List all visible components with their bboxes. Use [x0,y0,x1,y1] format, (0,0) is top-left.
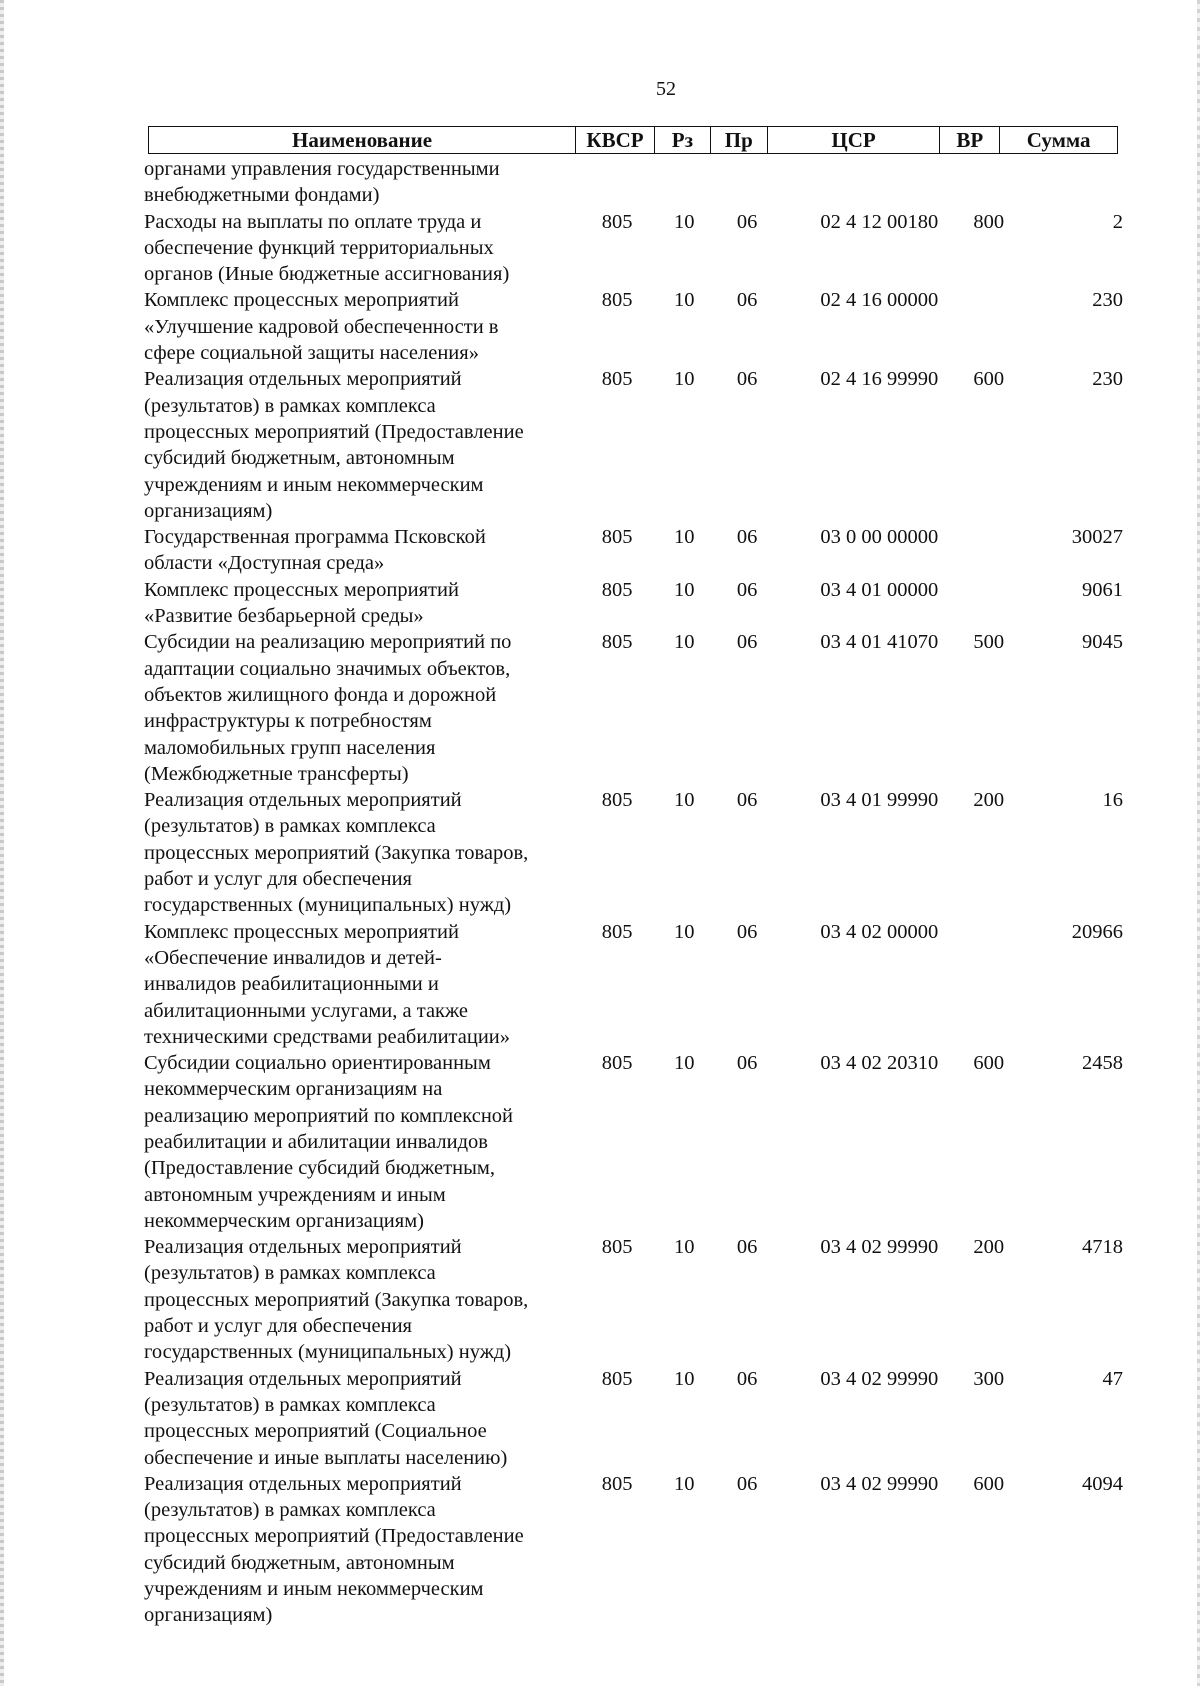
cell-sum: 4094 [1082,1472,1123,1495]
cell-vr: 500 [973,631,1005,654]
cell-name: Комплекс процессных мероприятий «Развитие безбарьерной среды» [144,578,459,628]
cell-rz: 10 [673,210,695,233]
cell-csr: 02 4 16 99990 [820,368,939,391]
cell-name: Государственная программа Псковской области «Доступная среда» [144,526,486,575]
cell-csr: 03 0 00 00000 [820,526,939,549]
cell-rz: 10 [673,631,695,654]
cell-vr: 200 [973,789,1005,812]
table-row [143,1366,1123,1471]
cell-sum: 2458 [1082,1052,1123,1075]
table-row [143,919,1123,1050]
table-row [143,577,1123,630]
cell-pr: 06 [736,1472,758,1495]
cell-rz: 10 [673,920,695,943]
table-row [143,1471,1123,1629]
cell-name: Реализация отдельных мероприятий (результатов) в рамках комплекса процессных мероприятий (Закупка товаров, работ и услуг для обеспечения государственных (муниципальных) нужд) [144,789,529,917]
header-pr: Пр [711,127,768,153]
cell-name: Реализация отдельных мероприятий (результатов) в рамках комплекса процессных мероприятий (Предоставление субсидий бюджетным, автономным учреждениям и иным некоммерческим организациям) [144,1472,524,1627]
cell-pr: 06 [736,368,758,391]
header-vr: ВР [940,127,1000,153]
cell-kvsr: 805 [601,789,633,812]
cell-kvsr: 805 [601,1367,633,1390]
cell-rz: 10 [673,1472,695,1495]
cell-sum: 230 [1092,368,1123,391]
cell-sum: 16 [1102,789,1123,812]
cell-csr: 03 4 02 00000 [820,920,939,943]
cell-pr: 06 [736,526,758,549]
cell-vr: 300 [973,1367,1005,1390]
cell-kvsr: 805 [601,368,633,391]
cell-kvsr: 805 [601,631,633,654]
cell-kvsr: 805 [601,1052,633,1075]
table-row [143,1050,1123,1234]
cell-kvsr: 805 [601,526,633,549]
scan-edge-left [0,0,4,1686]
cell-rz: 10 [673,1236,695,1259]
cell-name: Реализация отдельных мероприятий (результатов) в рамках комплекса процессных мероприятий (Закупка товаров, работ и услуг для обеспечения государственных (муниципальных) нужд) [144,1236,529,1364]
header-sum: Сумма [1026,128,1091,152]
cell-sum: 2 [1112,210,1123,233]
cell-kvsr: 805 [601,1472,633,1495]
cell-pr: 06 [736,578,758,601]
cell-rz: 10 [673,578,695,601]
cell-csr: 02 4 16 00000 [820,289,939,312]
cell-csr: 03 4 02 99990 [820,1472,939,1495]
cell-csr: 03 4 01 99990 [820,789,939,812]
table-row [143,366,1123,524]
cell-rz: 10 [673,289,695,312]
header-csr: ЦСР [768,127,941,153]
cell-csr: 03 4 02 99990 [820,1236,939,1259]
cell-kvsr: 805 [601,578,633,601]
cell-vr: 200 [973,1236,1005,1259]
cell-rz: 10 [673,368,695,391]
header-rz: Рз [655,127,711,153]
cell-sum: 20966 [1071,920,1123,943]
cell-name: Реализация отдельных мероприятий (результатов) в рамках комплекса процессных мероприятий (Социальное обеспечение и иные выплаты населению) [144,1367,508,1469]
cell-pr: 06 [736,789,758,812]
cell-kvsr: 805 [601,1236,633,1259]
cell-sum: 4718 [1082,1236,1123,1259]
cell-pr: 06 [736,289,758,312]
cell-pr: 06 [736,210,758,233]
page-number: 52 [656,78,676,100]
table-row [143,629,1123,787]
cell-pr: 06 [736,1367,758,1390]
cell-sum: 47 [1102,1367,1123,1390]
cell-rz: 10 [673,1052,695,1075]
header-name: Наименование [149,127,576,153]
cell-csr: 03 4 02 99990 [820,1367,939,1390]
cell-name: органами управления государственными внебюджетными фондами) [144,158,500,207]
cell-kvsr: 805 [601,289,633,312]
cell-csr: 03 4 02 20310 [820,1052,939,1075]
table-row [143,524,1123,577]
cell-pr: 06 [736,1236,758,1259]
cell-rz: 10 [673,526,695,549]
table-row [143,287,1123,366]
cell-name: Субсидии на реализацию мероприятий по адаптации социально значимых объектов, объектов жилищного фонда и дорожной инфраструктуры к потребностям маломобильных групп населения (Межбюджетные трансферты) [144,631,512,785]
table-header [148,126,1118,154]
cell-sum: 9045 [1082,631,1123,654]
cell-rz: 10 [673,1367,695,1390]
cell-pr: 06 [736,631,758,654]
cell-sum: 9061 [1082,578,1123,601]
cell-vr: 600 [973,1052,1005,1075]
cell-name: Комплекс процессных мероприятий «Улучшение кадровой обеспеченности в сфере социальной защиты населения» [144,289,499,365]
cell-name: Реализация отдельных мероприятий (результатов) в рамках комплекса процессных мероприятий (Предоставление субсидий бюджетным, автономным учреждениям и иным некоммерческим организациям) [144,368,524,522]
cell-name: Расходы на выплаты по оплате труда и обеспечение функций территориальных органов (Иные бюджетные ассигнования) [144,210,510,286]
cell-csr: 03 4 01 41070 [820,631,939,654]
cell-rz: 10 [673,789,695,812]
table-row [143,1234,1123,1365]
cell-name: Комплекс процессных мероприятий «Обеспечение инвалидов и детей- инвалидов реабилитационными и абилитационными услугами, а также техническими средствами реабилитации» [144,920,511,1048]
cell-vr: 800 [973,210,1005,233]
table-body [143,156,1123,1629]
cell-vr: 600 [973,1472,1005,1495]
cell-pr: 06 [736,920,758,943]
cell-vr: 600 [973,368,1005,391]
cell-sum: 230 [1092,289,1123,312]
cell-name: Субсидии социально ориентированным некоммерческим организациям на реализацию мероприятий по комплексной реабилитации и абилитации инвалидов (Предоставление субсидий бюджетным, автономным учреждениям и иным некоммерческим организациям) [144,1052,514,1232]
header-kvsr: КВСР [576,127,655,153]
cell-kvsr: 805 [601,920,633,943]
cell-csr: 02 4 12 00180 [820,210,939,233]
table-row [143,787,1123,918]
cell-sum: 30027 [1071,526,1123,549]
cell-csr: 03 4 01 00000 [820,578,939,601]
cell-kvsr: 805 [601,210,633,233]
cell-pr: 06 [736,1052,758,1075]
table-row [143,209,1123,288]
table-row [143,156,1123,209]
